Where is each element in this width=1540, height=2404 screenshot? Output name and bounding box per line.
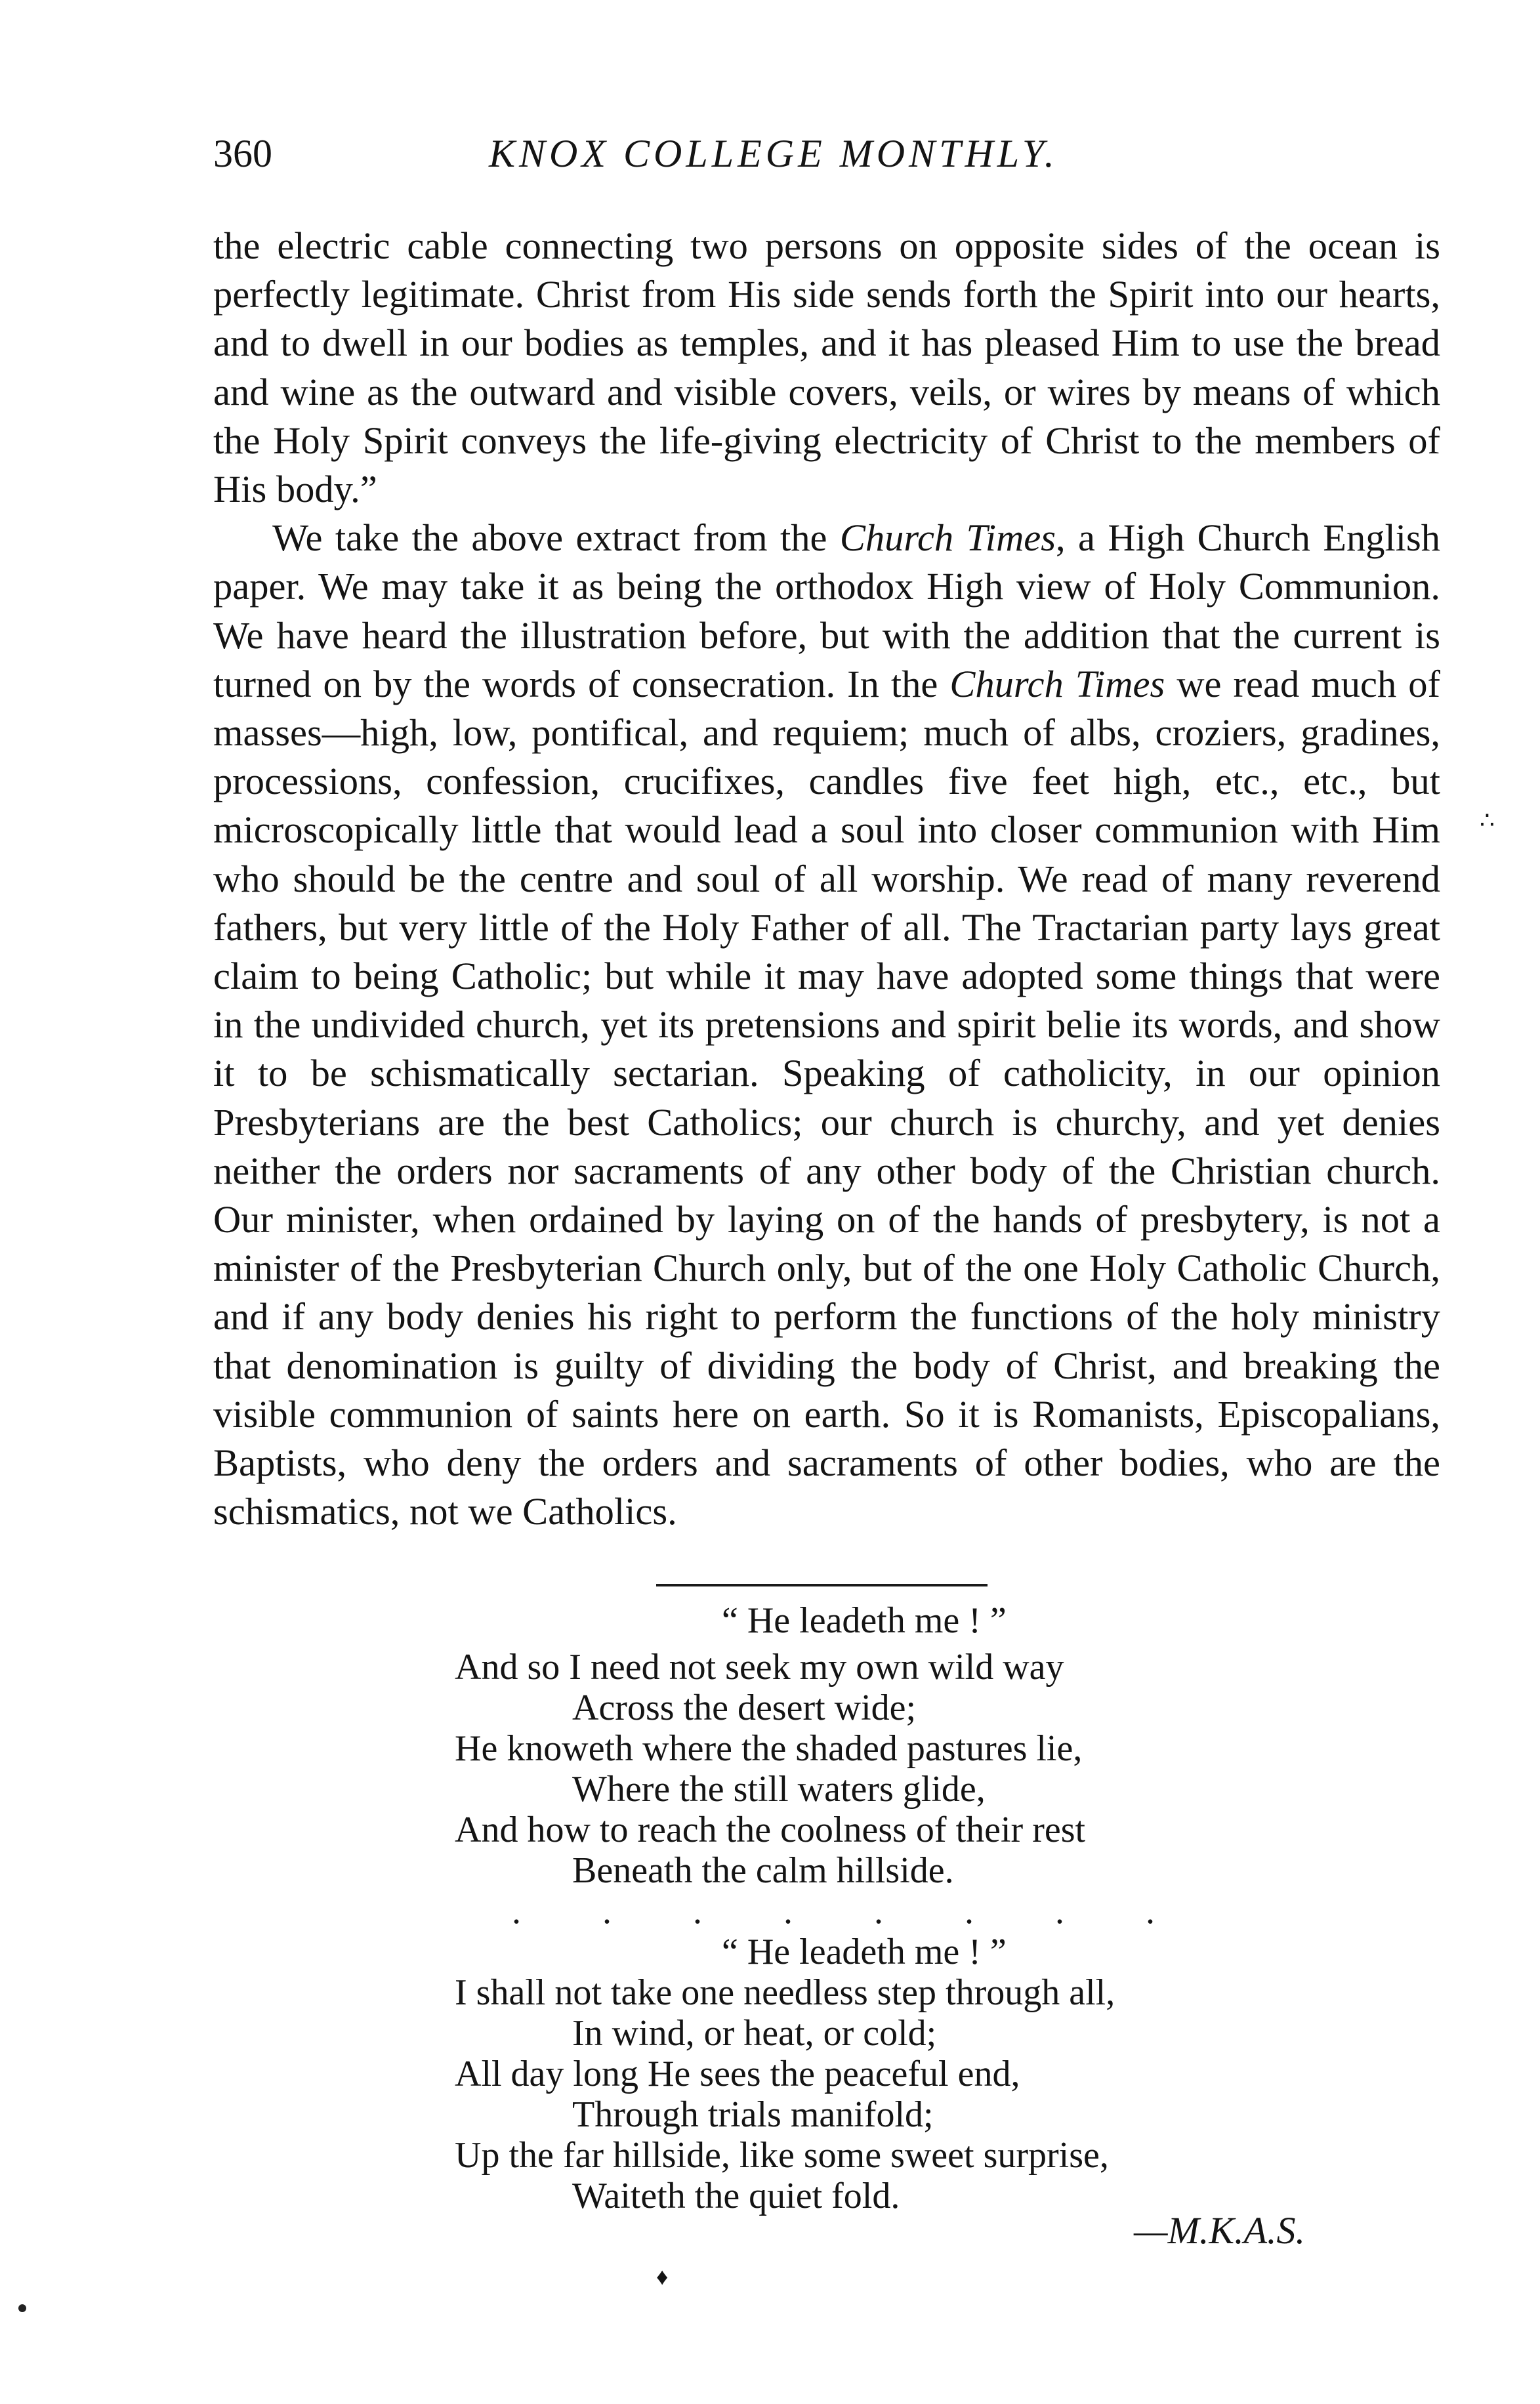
body-text — [213, 222, 1440, 1536]
dot: . — [693, 1891, 702, 1932]
dot: . — [1146, 1891, 1155, 1932]
paragraph — [213, 222, 1440, 514]
italic-text: Church Times — [839, 516, 1056, 560]
margin-mark: ∴ — [1480, 807, 1495, 833]
dot: . — [874, 1891, 883, 1932]
paragraph-text: , a High Church English paper. We may take it as being the orthodox High view of Holy Communion. We have heard the illustration before, but with the addition that the current is turned on by the words of consecration. In the — [213, 516, 1440, 705]
poem-line: Through trials manifold; — [572, 2094, 934, 2135]
poem-line: All day long He sees the peaceful end, — [455, 2054, 1020, 2094]
dot: . — [602, 1891, 612, 1932]
running-head: KNOX COLLEGE MONTHLY. — [489, 132, 1058, 175]
section-divider — [656, 1584, 988, 1586]
poem-line: Across the desert wide; — [572, 1688, 917, 1728]
poem-line: In wind, or heat, or cold; — [572, 2013, 937, 2054]
page-number: 360 — [213, 132, 272, 175]
dot: . — [965, 1891, 974, 1932]
poem-line: Waiteth the quiet fold. — [572, 2176, 900, 2216]
dot: . — [1055, 1891, 1064, 1932]
poem-heading: “ He leadeth me ! ” — [722, 1600, 1007, 1641]
poem-line: I shall not take one needless step through all, — [455, 1972, 1115, 2013]
footer-ornament: ♦ — [656, 2264, 669, 2290]
paragraph-text: the electric cable connecting two persons on opposite sides of the ocean is perfectly legitimate. Christ from His side sends forth the Spirit into our hearts, and to dwell in our bodies as temples, and it has pleased Him to use the bread and wine as the outward and visible covers, veils, or wires by means of which the Holy Spirit conveys the life-giving electricity of Christ to the members of His body.” — [213, 224, 1440, 511]
italic-text: Church Times — [949, 662, 1165, 705]
page-header — [213, 131, 1440, 177]
paragraph-text: we read much of masses—high, low, pontifical, and requiem; much of albs, croziers, gradines, processions, confession, crucifixes, candles five feet high, etc., etc., but microscopically little that would lead a soul into closer communion with Him who should be the centre and soul of all worship. We read of many reverend fathers, but very little of the Holy Father of all. The Tractarian party lays great claim to being Catholic; but while it may have adopted some things that were in the undivided church, yet its pretensions and spirit belie its words, and show it to be schismatically sectarian. Speaking of catholicity, in our opinion Presbyterians are the best Catholics; our church is churchy, and yet denies neither the orders nor sacraments of any other body of the Christian church. Our minister, when ordained by laying on of the hands of presbytery, is not a minister of the Presbyterian Church only, but of the one Holy Catholic Church, and if any body denies his right to perform the functions of the holy ministry that denomination is guilty of dividing the body of Christ, and breaking the visible communion of saints here on earth. So it is Romanists, Episcopalians, Baptists, who deny the orders and sacraments of other bodies, who are the schismatics, not we Catholics. — [213, 662, 1440, 1533]
poem-line: Where the still waters glide, — [572, 1769, 986, 1810]
dot: . — [512, 1891, 521, 1932]
poem-heading: “ He leadeth me ! ” — [722, 1932, 1007, 1972]
paragraph — [213, 514, 1440, 1536]
poem-line: And so I need not seek my own wild way — [455, 1647, 1064, 1688]
paragraph-text: We take the above extract from the — [272, 516, 840, 560]
edge-dot — [18, 2304, 26, 2312]
poem-line: Beneath the calm hillside. — [572, 1850, 954, 1891]
signature: —M.K.A.S. — [1134, 2209, 1305, 2252]
poem-line: And how to reach the coolness of their rest — [455, 1810, 1086, 1850]
ellipsis-dots — [512, 1891, 1155, 1932]
poem-line: Up the far hillside, like some sweet surprise, — [455, 2135, 1109, 2176]
dot: . — [783, 1891, 793, 1932]
poem-line: He knoweth where the shaded pastures lie, — [455, 1728, 1083, 1769]
